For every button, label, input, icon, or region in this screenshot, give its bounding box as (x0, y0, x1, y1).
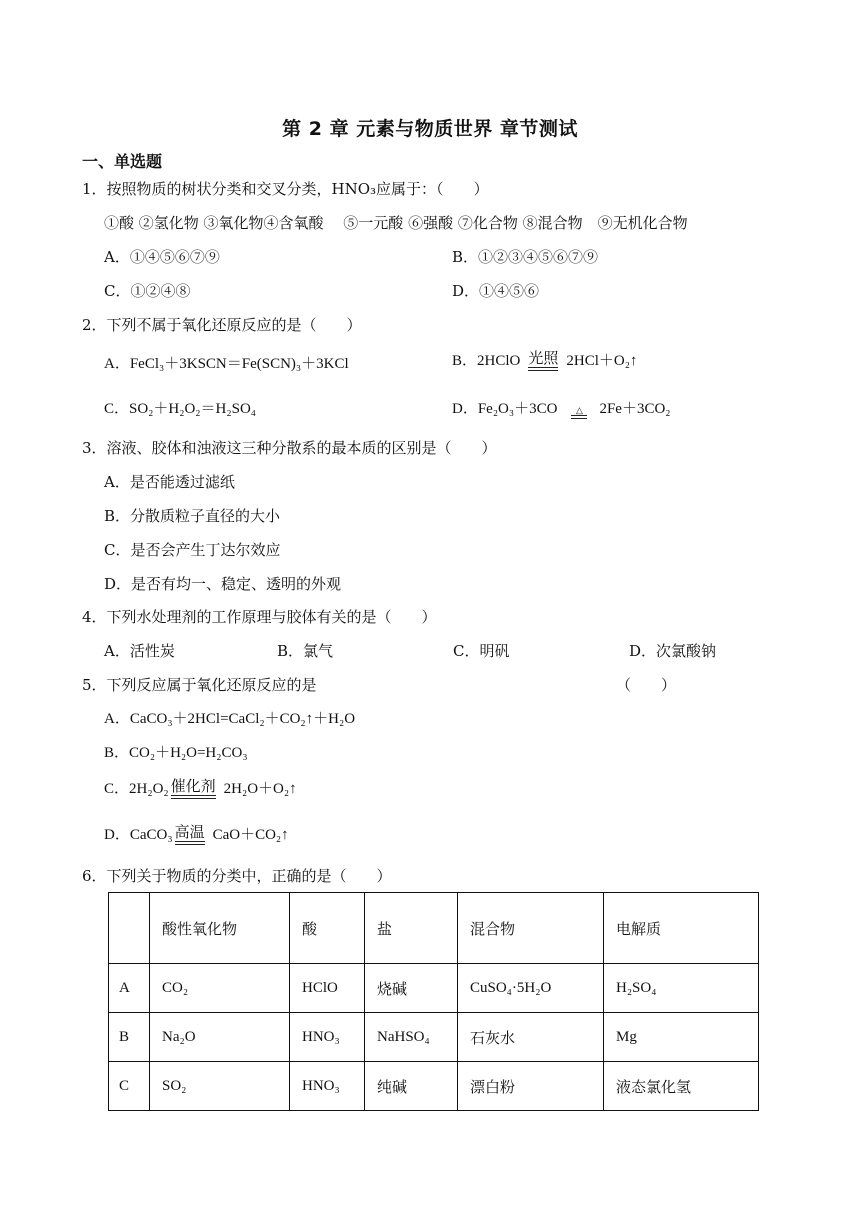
table-cell: 纯碱 (365, 1062, 458, 1111)
table-cell: 石灰水 (458, 1013, 604, 1062)
question-4-option-c: C．明矾 (453, 642, 510, 660)
header-cell: 盐 (365, 893, 458, 964)
option-d-reactant: D．CaCO₃ (104, 827, 173, 843)
question-3-option-c: C．是否会产生丁达尔效应 (104, 541, 281, 559)
option-c-reactant: C．2H₂O₂ (104, 781, 169, 797)
question-4-stem: 4．下列水处理剂的工作原理与胶体有关的是（ ） (82, 608, 437, 626)
reaction-condition-high-temp: 高温 (175, 824, 205, 845)
question-1-option-b: B．①②③④⑤⑥⑦⑨ (452, 248, 599, 266)
option-d-product: CaO＋CO₂↑ (212, 827, 289, 843)
question-4-option-b: B．氯气 (277, 642, 334, 660)
question-3-option-b: B．分散质粒子直径的大小 (104, 507, 281, 525)
question-1-stem: 1．按照物质的树状分类和交叉分类，HNO₃应属于：（ ） (82, 180, 489, 198)
table-cell: C (109, 1062, 150, 1111)
question-1-option-c: C．①②④⑧ (104, 282, 191, 300)
question-2-option-d (452, 399, 671, 419)
table-row (109, 964, 759, 1013)
table-cell: A (109, 964, 150, 1013)
question-1-option-d: D．①④⑤⑥ (452, 282, 540, 300)
question-5-answer-paren: （ ） (616, 676, 677, 694)
question-1-option-a: A．①④⑤⑥⑦⑨ (104, 248, 220, 266)
question-6-stem: 6．下列关于物质的分类中，正确的是（ ） (82, 867, 392, 885)
question-5-stem: 5．下列反应属于氧化还原反应的是 (82, 676, 317, 694)
table-cell: 漂白粉 (458, 1062, 604, 1111)
question-4-option-d: D．次氯酸钠 (629, 642, 717, 660)
question-3-stem: 3．溶液、胶体和浊液这三种分散系的最本质的区别是（ ） (82, 439, 497, 457)
question-3-option-d: D．是否有均一、稳定、透明的外观 (104, 575, 342, 593)
table-cell: CuSO₄·5H₂O (458, 964, 604, 1013)
table-cell: H₂SO₄ (604, 964, 759, 1013)
table-cell: 烧碱 (365, 964, 458, 1013)
page-title: 第 2 章 元素与物质世界 章节测试 (282, 118, 578, 140)
table-cell: SO₂ (150, 1062, 290, 1111)
question-5-option-c (104, 778, 297, 799)
header-cell: 电解质 (604, 893, 759, 964)
table-cell: Mg (604, 1013, 759, 1062)
table-cell: Na₂O (150, 1013, 290, 1062)
reaction-condition-light: 光照 (528, 350, 558, 371)
table-cell: NaHSO₄ (365, 1013, 458, 1062)
table-cell: HClO (290, 964, 365, 1013)
option-c-product: 2H₂O＋O₂↑ (223, 781, 297, 797)
option-d-product: 2Fe＋3CO₂ (599, 401, 671, 417)
table-cell: HNO₃ (290, 1062, 365, 1111)
header-cell: 混合物 (458, 893, 604, 964)
section-heading: 一、单选题 (82, 152, 163, 171)
option-b-product: 2HCl＋O₂↑ (566, 353, 638, 369)
question-2-option-b (452, 350, 637, 371)
option-d-reactant: D．Fe₂O₃＋3CO (452, 401, 558, 417)
question-5-option-d (104, 824, 289, 845)
question-2-option-a: A．FeCl₃＋3KSCN＝Fe(SCN)₃＋3KCl (104, 356, 349, 372)
table-cell: HNO₃ (290, 1013, 365, 1062)
table-cell: 液态氯化氢 (604, 1062, 759, 1111)
header-cell: 酸 (290, 893, 365, 964)
header-cell: 酸性氧化物 (150, 893, 290, 964)
question-3-option-a: A．是否能透过滤纸 (104, 473, 235, 491)
table-cell: B (109, 1013, 150, 1062)
classification-table (108, 892, 759, 1111)
table-row (109, 1062, 759, 1111)
table-header-row (109, 893, 759, 964)
header-cell (109, 893, 150, 964)
question-5-option-b: B．CO₂＋H₂O=H₂CO₃ (104, 745, 248, 761)
table-row (109, 1013, 759, 1062)
question-5-option-a: A．CaCO₃＋2HCl=CaCl₂＋CO₂↑＋H₂O (104, 711, 356, 727)
reaction-condition-heat: △ (571, 405, 587, 419)
option-b-reactant: B．2HClO (452, 353, 521, 369)
question-4-option-a: A．活性炭 (104, 642, 175, 660)
reaction-condition-catalyst: 催化剂 (171, 778, 216, 799)
question-2-option-c: C．SO₂＋H₂O₂＝H₂SO₄ (104, 401, 256, 417)
question-2-stem: 2．下列不属于氧化还原反应的是（ ） (82, 316, 362, 334)
table-cell: CO₂ (150, 964, 290, 1013)
question-1-items: ①酸 ②氢化物 ③氧化物④含氧酸 ⑤一元酸 ⑥强酸 ⑦化合物 ⑧混合物 ⑨无机化合物 (104, 214, 688, 232)
